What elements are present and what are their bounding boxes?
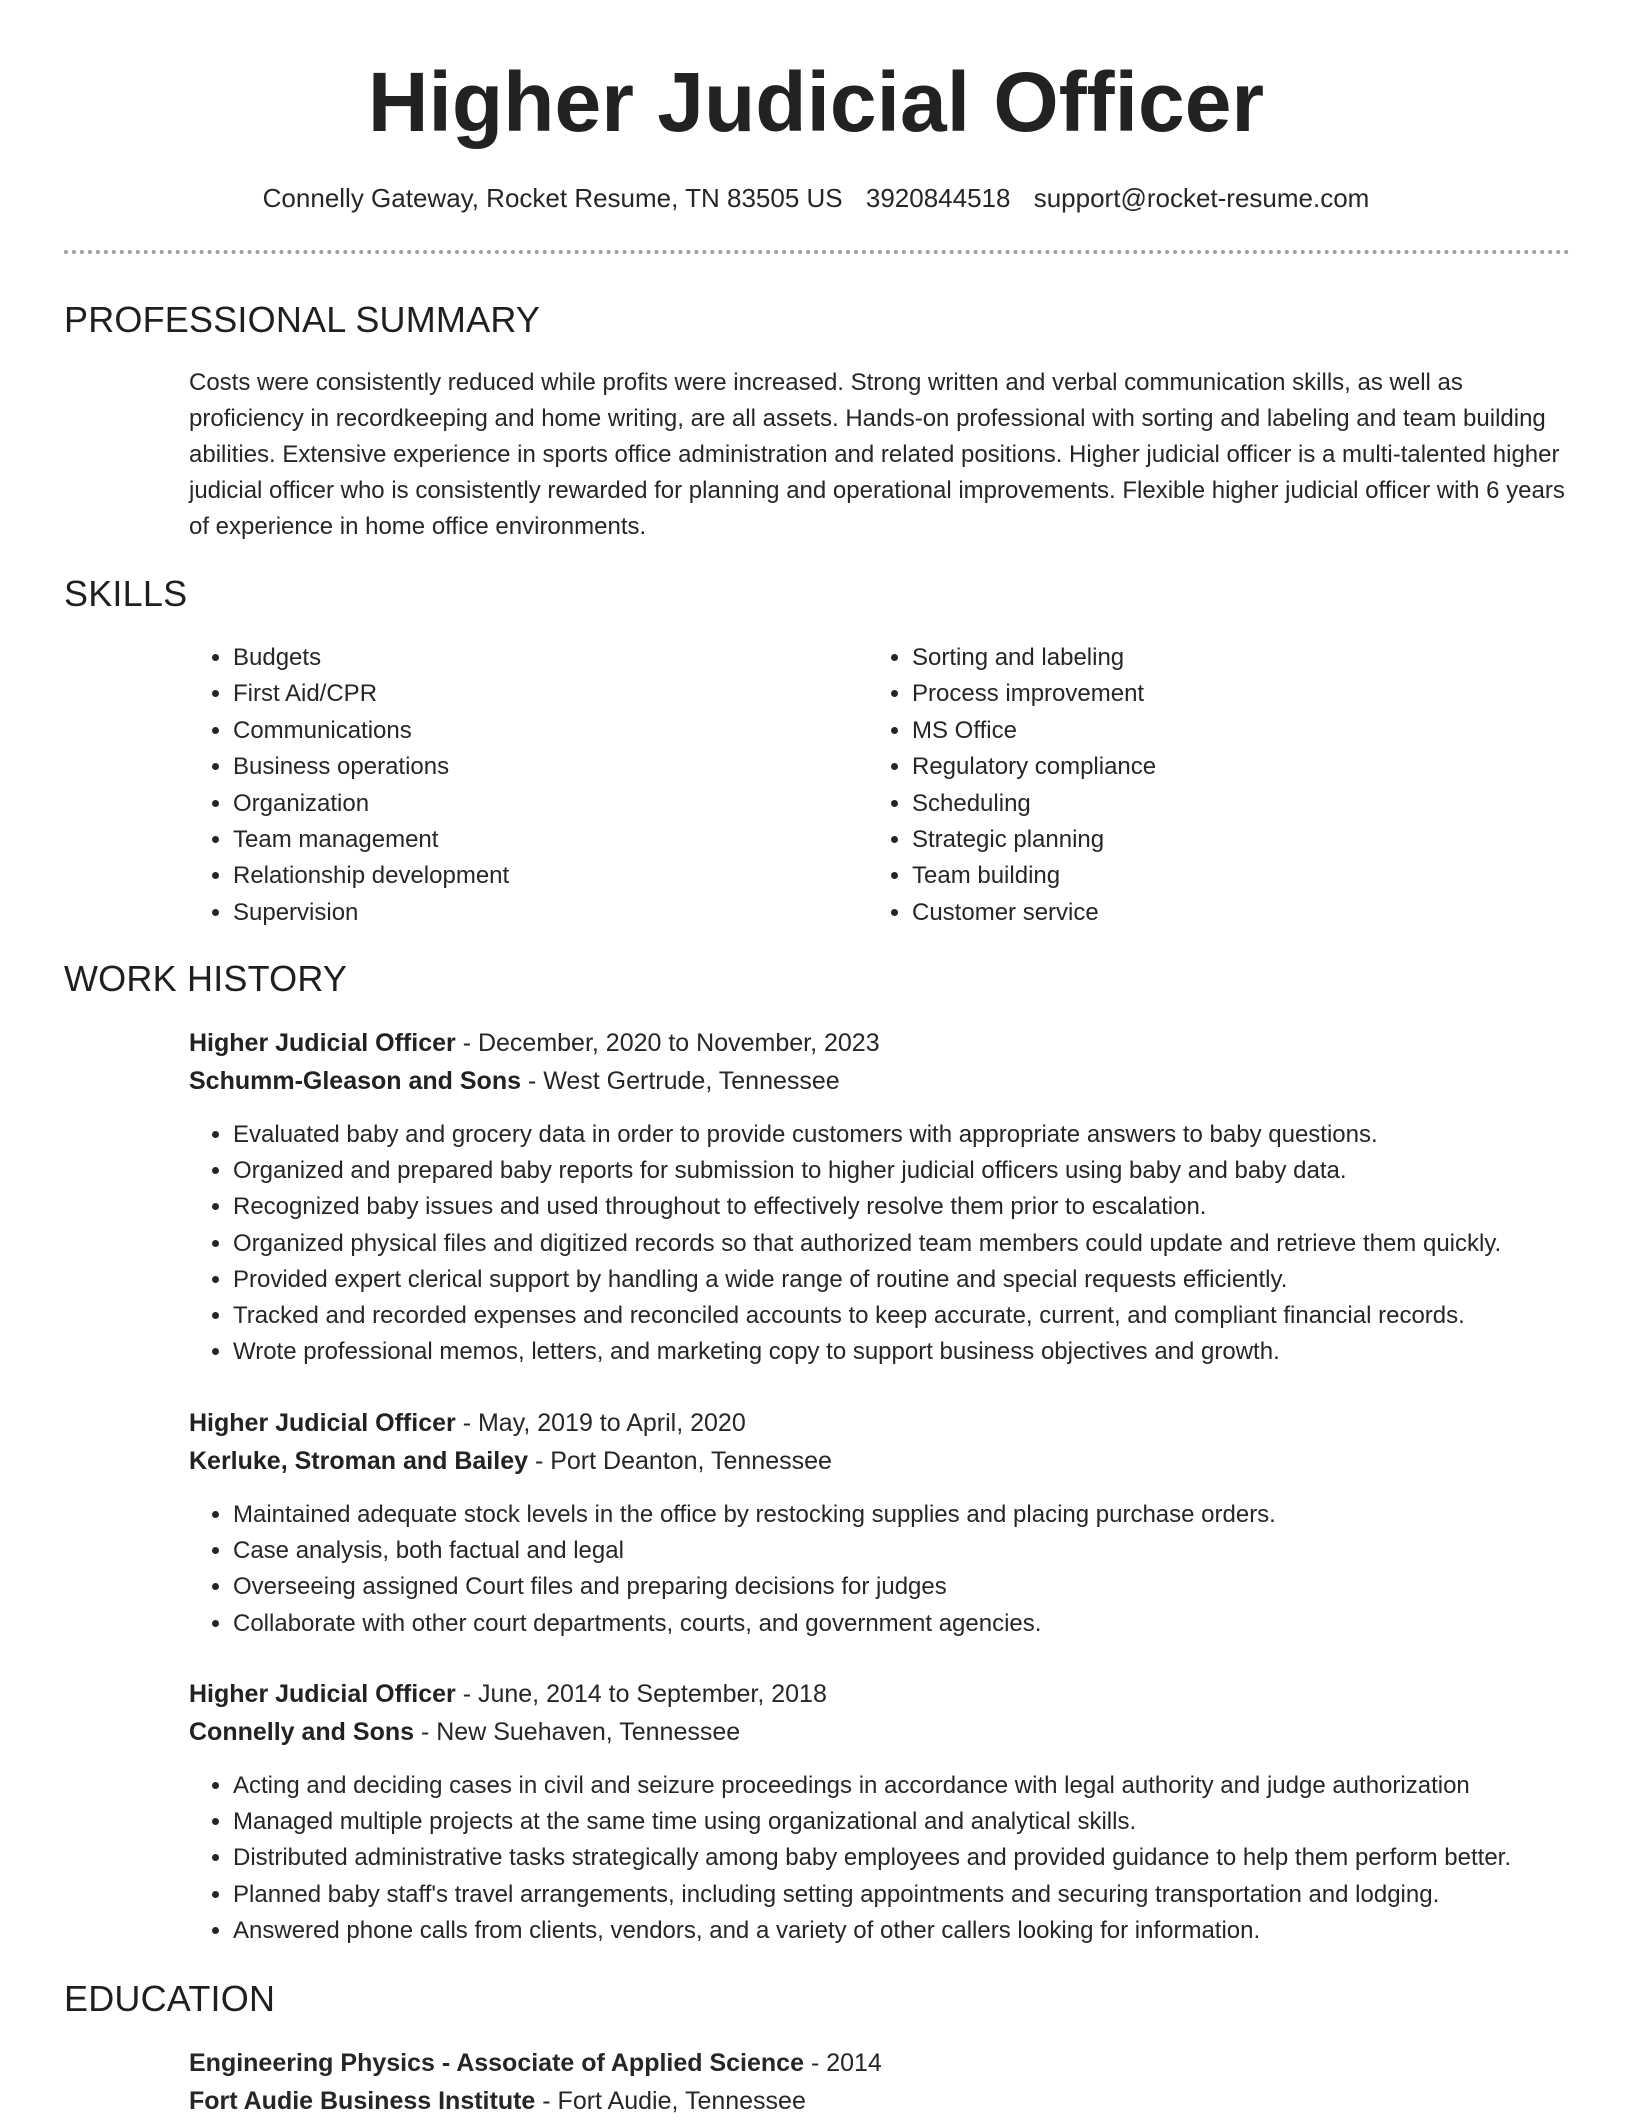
list-item: • Organized physical files and digitized records so that authorized team members could update and retrieve them quickly. [233,1226,1632,1262]
list-item: • Sorting and labeling [912,640,1156,676]
job-bullets [189,1117,1632,1370]
list-item: • Case analysis, both factual and legal [233,1533,1632,1569]
list-item: • Relationship development [233,858,509,894]
list-item: • Collaborate with other court departments, courts, and government agencies. [233,1606,1632,1642]
job-company: Connelly and Sons [189,1718,415,1746]
list-item: • Evaluated baby and grocery data in order to provide customers with appropriate answers to baby questions. [233,1117,1632,1153]
job-company-line [189,1442,832,1480]
section-title-skills: SKILLS [64,573,188,614]
contact-email: support@rocket-resume.com [1033,183,1370,213]
education-degree: Engineering Physics - Associate of Applied Science [189,2049,804,2077]
contact-address: Connelly Gateway, Rocket Resume, TN 83505 US [262,183,843,213]
list-item: • Overseeing assigned Court files and preparing decisions for judges [233,1569,1632,1605]
list-item: • Planned baby staff's travel arrangements, including setting appointments and securing transportation and lodging. [233,1877,1632,1913]
list-item: • Team management [233,822,509,858]
job-title: Higher Judicial Officer [189,1680,456,1708]
education-school-line [189,2082,806,2120]
job-dates: - May, 2019 to April, 2020 [455,1409,746,1437]
list-item: • Scheduling [912,786,1156,822]
list-item: • Customer service [912,895,1156,931]
skills-list-left [189,640,509,931]
skills-list-right [868,640,1156,931]
job-company-line [189,1713,740,1751]
header-divider [64,250,1570,254]
job-title-line [189,1404,746,1442]
job-location: - West Gertrude, Tennessee [521,1067,840,1095]
list-item: • Recognized baby issues and used throughout to effectively resolve them prior to escalation. [233,1189,1632,1225]
list-item: • Regulatory compliance [912,749,1156,785]
list-item: • MS Office [912,713,1156,749]
contact-line [0,180,1632,216]
contact-phone: 3920844518 [865,183,1011,213]
job-location: - Port Deanton, Tennessee [528,1447,832,1475]
job-bullets [189,1497,1632,1642]
list-item: • Tracked and recorded expenses and reconciled accounts to keep accurate, current, and compliant financial records. [233,1298,1632,1334]
section-title-education: EDUCATION [64,1978,276,2019]
list-item: • Business operations [233,749,509,785]
job-bullets [189,1768,1632,1949]
candidate-name: Higher Judicial Officer [367,55,1265,149]
list-item: • Maintained adequate stock levels in the office by restocking supplies and placing purchase orders. [233,1497,1632,1533]
list-item: • Wrote professional memos, letters, and marketing copy to support business objectives and growth. [233,1334,1632,1370]
job-dates: - June, 2014 to September, 2018 [455,1680,827,1708]
list-item: • Provided expert clerical support by handling a wide range of routine and special requests efficiently. [233,1262,1632,1298]
job-title-line [189,1024,880,1062]
list-item: • Managed multiple projects at the same time using organizational and analytical skills. [233,1804,1632,1840]
job-title: Higher Judicial Officer [189,1029,456,1057]
job-company: Kerluke, Stroman and Bailey [189,1447,529,1475]
education-degree-line [189,2044,882,2082]
list-item: • First Aid/CPR [233,676,509,712]
list-item: • Strategic planning [912,822,1156,858]
list-item: • Communications [233,713,509,749]
list-item: • Team building [912,858,1156,894]
education-location: - Fort Audie, Tennessee [535,2087,806,2115]
list-item: • Organized and prepared baby reports for submission to higher judicial officers using baby and baby data. [233,1153,1632,1189]
job-company: Schumm-Gleason and Sons [189,1067,522,1095]
list-item: • Budgets [233,640,509,676]
job-title-line [189,1675,827,1713]
summary-text: Costs were consistently reduced while profits were increased. Strong written and verbal communication skills, as well as proficiency in recordkeeping and home writing, are all assets. Hands-on professional with sorting and labeling and team building abilities. Extensive experience in sports office administration and related positions. Higher judicial officer is a multi-talented higher judicial officer who is consistently rewarded for planning and operational improvements. Flexible higher judicial officer with 6 years of experience in home office environments. [189,369,1565,540]
list-item: • Acting and deciding cases in civil and seizure proceedings in accordance with legal authority and judge authorization [233,1768,1632,1804]
list-item: • Organization [233,786,509,822]
list-item: • Answered phone calls from clients, vendors, and a variety of other callers looking for information. [233,1913,1632,1949]
list-item: • Supervision [233,895,509,931]
job-title: Higher Judicial Officer [189,1409,456,1437]
education-year: - 2014 [804,2049,882,2077]
job-location: - New Suehaven, Tennessee [414,1718,741,1746]
education-school: Fort Audie Business Institute [189,2087,536,2115]
list-item: • Process improvement [912,676,1156,712]
section-title-work: WORK HISTORY [64,958,348,999]
job-company-line [189,1062,840,1100]
section-title-summary: PROFESSIONAL SUMMARY [64,299,541,340]
list-item: • Distributed administrative tasks strategically among baby employees and provided guidance to help them perform better. [233,1840,1632,1876]
job-dates: - December, 2020 to November, 2023 [455,1029,880,1057]
